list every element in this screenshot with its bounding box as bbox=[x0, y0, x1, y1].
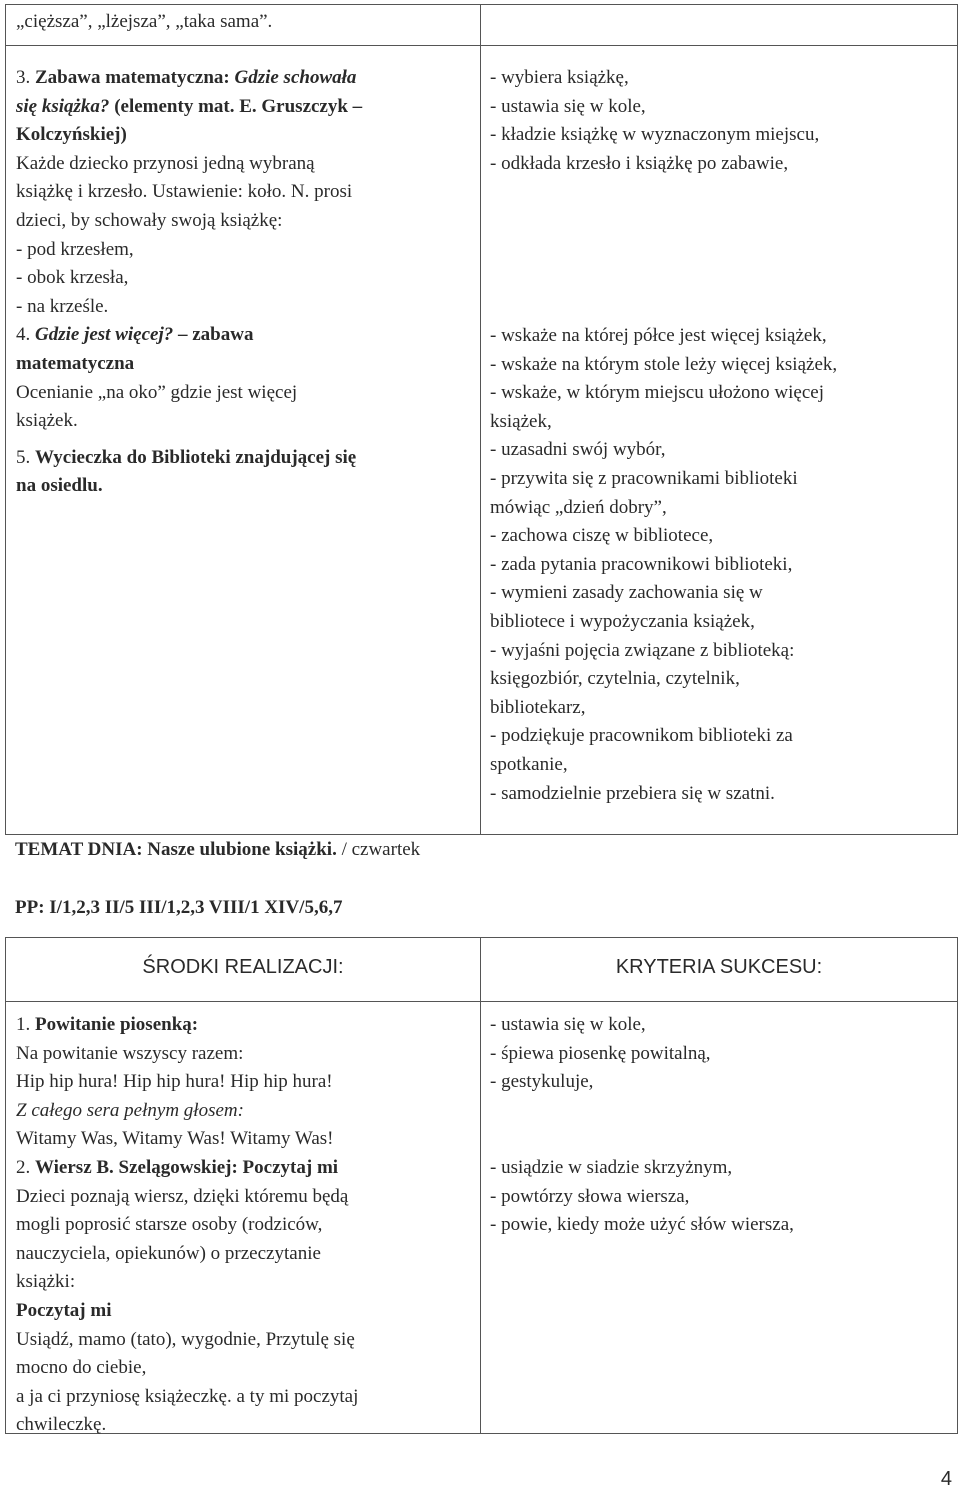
top-table bbox=[5, 4, 958, 835]
item1-line: Na powitanie wszyscy razem: bbox=[16, 1042, 244, 1064]
criterion-line: księgozbiór, czytelnia, czytelnik, bbox=[490, 668, 740, 690]
criterion-line: bibliotekarz, bbox=[490, 696, 586, 718]
criterion-line: - kładzie książkę w wyznaczonym miejscu, bbox=[490, 124, 820, 146]
item4-line: książek. bbox=[16, 410, 78, 432]
criterion-line: - podziękuje pracownikom biblioteki za bbox=[490, 725, 793, 747]
item3-line: Każde dziecko przynosi jedną wybraną bbox=[16, 152, 315, 174]
item2-line: Dzieci poznają wiersz, dzięki któremu będą bbox=[16, 1185, 349, 1207]
poem-line: Usiądź, mamo (tato), wygodnie, Przytulę się bbox=[16, 1328, 355, 1350]
criterion-line: - ustawia się w kole, bbox=[490, 1014, 646, 1035]
header-criteria: KRYTERIA SUKCESU: bbox=[615, 956, 823, 978]
item3-line: książkę i krzesło. Ustawienie: koło. N. prosi bbox=[16, 181, 353, 203]
bottom-table bbox=[5, 937, 958, 1434]
item5-title-cont: na osiedlu. bbox=[16, 475, 103, 497]
pp-codes: PP: I/1,2,3 II/5 III/1,2,3 VIII/1 XIV/5,6,7 bbox=[15, 897, 343, 918]
item2-line: książki: bbox=[16, 1271, 76, 1293]
criterion-line: - samodzielnie przebiera się w szatni. bbox=[490, 782, 775, 804]
criterion-line: - odkłada krzesło i książkę po zabawie, bbox=[490, 152, 789, 174]
item1-line: Witamy Was, Witamy Was! Witamy Was! bbox=[16, 1128, 334, 1150]
header-resources: ŚRODKI REALIZACJI: bbox=[142, 956, 344, 978]
poem-line: mocno do ciebie, bbox=[16, 1357, 147, 1379]
criterion-line: spotkanie, bbox=[490, 753, 568, 775]
criterion-line: - zada pytania pracownikowi biblioteki, bbox=[490, 553, 793, 575]
item1-title: 1. Powitanie piosenką: bbox=[16, 1014, 199, 1035]
activities-left bbox=[16, 64, 362, 501]
item3-title-end: Kolczyńskiej) bbox=[16, 124, 127, 146]
item5-title: 5. Wycieczka do Biblioteki znajdującej się bbox=[16, 446, 357, 468]
criterion-line: mówiąc „dzień dobry”, bbox=[490, 496, 667, 518]
item4-line: Ocenianie „na oko” gdzie jest więcej bbox=[16, 381, 298, 403]
column-divider bbox=[480, 938, 481, 1433]
criterion-line: - wskaże, w którym miejscu ułożono więcej bbox=[490, 382, 824, 404]
item3-line: - pod krzesłem, bbox=[16, 238, 134, 260]
criterion-line: - wskaże na której półce jest więcej książek, bbox=[490, 325, 827, 346]
column-divider bbox=[480, 5, 481, 834]
criterion-line: - wybiera książkę, bbox=[490, 67, 629, 88]
criteria-content-1 bbox=[490, 1011, 711, 1097]
row-divider bbox=[6, 1001, 957, 1002]
item1-line: Hip hip hura! Hip hip hura! Hip hip hura! bbox=[16, 1071, 333, 1093]
criterion-line: książek, bbox=[490, 410, 552, 432]
item3-line: - obok krzesła, bbox=[16, 267, 129, 289]
day-topic: TEMAT DNIA: Nasze ulubione książki. / czwartek bbox=[15, 839, 421, 860]
item2-line: mogli poprosić starsze osoby (rodziców, bbox=[16, 1214, 323, 1236]
criterion-line: - śpiewa piosenkę powitalną, bbox=[490, 1042, 711, 1064]
criterion-line: - wymieni zasady zachowania się w bbox=[490, 582, 763, 604]
criterion-line: - wskaże na którym stole leży więcej książek, bbox=[490, 353, 838, 375]
criterion-line: - usiądzie w siadzie skrzyżnym, bbox=[490, 1157, 733, 1178]
item3-line: dzieci, by schowały swoją książkę: bbox=[16, 209, 283, 231]
item1-italic-line: Z całego sera pełnym głosem: bbox=[16, 1099, 244, 1121]
item3-title-cont: się książka? (elementy mat. E. Gruszczyk – bbox=[16, 95, 363, 117]
criterion-line: - powie, kiedy może użyć słów wiersza, bbox=[490, 1214, 794, 1236]
page-number: 4 bbox=[940, 1468, 952, 1490]
criteria-content-2 bbox=[490, 1154, 794, 1240]
item2-title: 2. Wiersz B. Szelągowskiej: Poczytaj mi bbox=[16, 1156, 339, 1178]
row1-left-text: „cięższa”, „lżejsza”, „taka sama”. bbox=[16, 11, 273, 32]
criterion-line: - wyjaśni pojęcia związane z biblioteką: bbox=[490, 639, 795, 661]
criterion-line: - zachowa ciszę w bibliotece, bbox=[490, 525, 714, 547]
item3-title: 3. Zabawa matematyczna: Gdzie schowała bbox=[16, 67, 357, 88]
poem-title: Poczytaj mi bbox=[16, 1299, 112, 1321]
spacer bbox=[16, 436, 362, 444]
criterion-line: - powtórzy słowa wiersza, bbox=[490, 1185, 690, 1207]
criterion-line: - uzasadni swój wybór, bbox=[490, 439, 666, 461]
item3-line: - na krześle. bbox=[16, 295, 109, 317]
resources-content bbox=[16, 1011, 358, 1440]
criterion-line: - przywita się z pracownikami biblioteki bbox=[490, 467, 798, 489]
item4-title: 4. Gdzie jest więcej? – zabawa bbox=[16, 324, 254, 346]
poem-line: a ja ci przyniosę książeczkę. a ty mi poczytaj bbox=[16, 1385, 359, 1407]
row-divider bbox=[6, 45, 957, 46]
criterion-line: - ustawia się w kole, bbox=[490, 95, 646, 117]
criteria-right-2 bbox=[490, 322, 837, 808]
item2-line: nauczyciela, opiekunów) o przeczytanie bbox=[16, 1242, 321, 1264]
poem-line: chwileczkę. bbox=[16, 1414, 107, 1436]
criteria-right-1 bbox=[490, 64, 819, 178]
item4-title-cont: matematyczna bbox=[16, 352, 135, 374]
criterion-line: - gestykuluje, bbox=[490, 1071, 594, 1093]
criterion-line: bibliotece i wypożyczania książek, bbox=[490, 610, 755, 632]
